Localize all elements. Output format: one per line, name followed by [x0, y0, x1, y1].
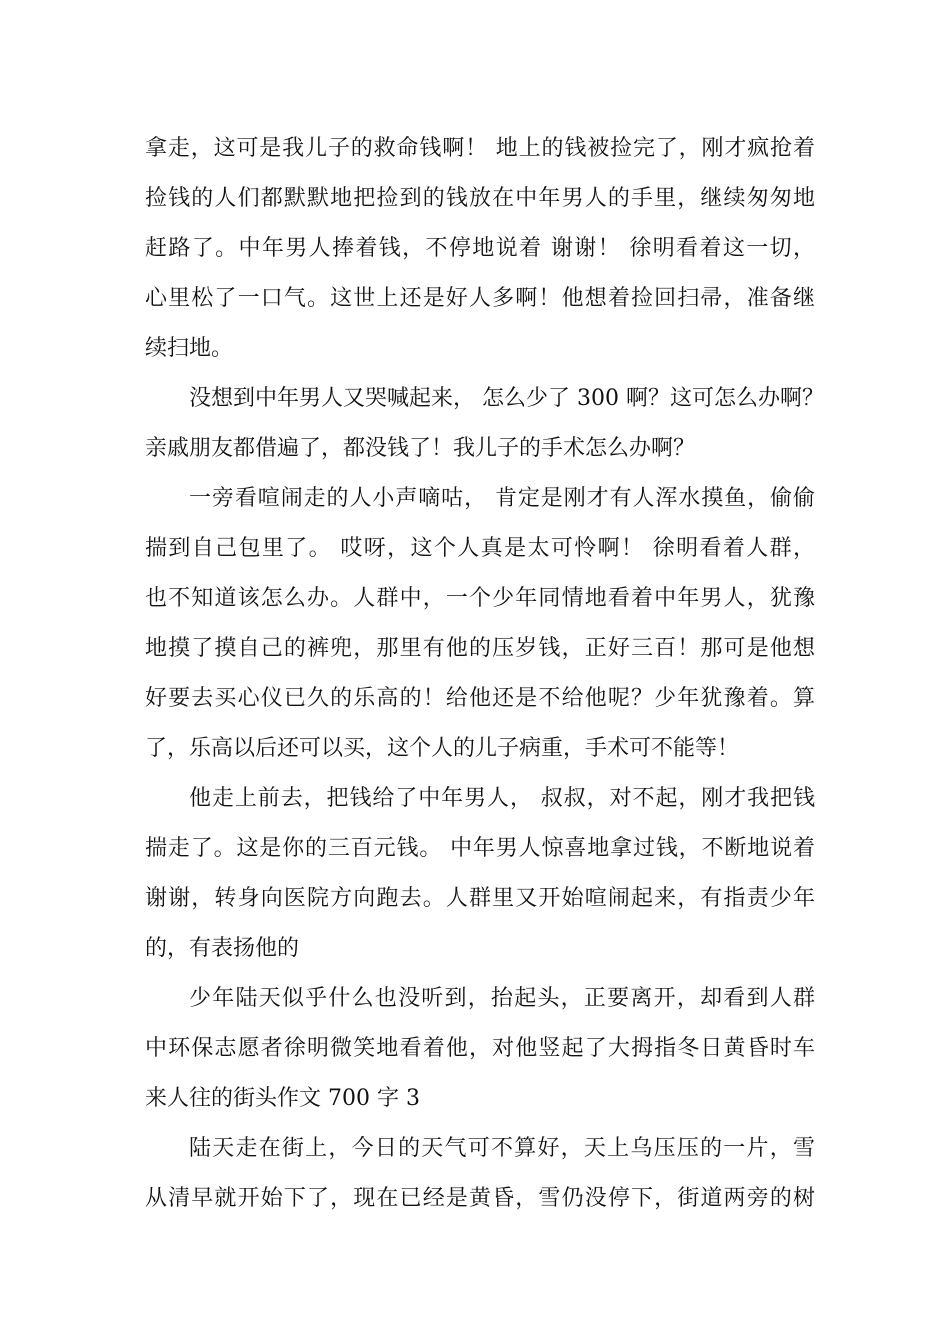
- text-line: 了，乐高以后还可以买，这个人的儿子病重，手术可不能等！: [145, 736, 740, 761]
- text-line: 赶路了。中年男人捧着钱，不停地说着 谢谢！ 徐明看着这一切，: [145, 236, 815, 261]
- text-line: 揣走了。这是你的三百元钱。 中年男人惊喜地拿过钱，不断地说着: [145, 836, 815, 861]
- text-line: 好要去买心仪已久的乐高的！给他还是不给他呢？少年犹豫着。算: [145, 686, 815, 711]
- text-line: 拿走，这可是我儿子的救命钱啊！ 地上的钱被捡完了，刚才疯抢着: [145, 136, 815, 161]
- text-line: 地摸了摸自己的裤兜，那里有他的压岁钱，正好三百！那可是他想: [145, 636, 815, 661]
- text-line: 的，有表扬他的: [145, 936, 300, 961]
- text-line: 少年陆天似乎什么也没听到，抬起头，正要离开，却看到人群: [189, 986, 815, 1011]
- text-line: 揣到自己包里了。 哎呀，这个人真是太可怜啊！ 徐明看着人群，: [145, 536, 815, 561]
- text-line: 亲戚朋友都借遍了，都没钱了！我儿子的手术怎么办啊？: [145, 436, 696, 461]
- text-line: 陆天走在街上，今日的天气可不算好，天上乌压压的一片，雪: [189, 1136, 815, 1161]
- text-line: 心里松了一口气。这世上还是好人多啊！他想着捡回扫帚，准备继: [145, 286, 815, 311]
- text-line: 也不知道该怎么办。人群中，一个少年同情地看着中年男人，犹豫: [145, 586, 815, 611]
- text-line: 谢谢，转身向医院方向跑去。人群里又开始喧闹起来，有指责少年: [145, 886, 815, 911]
- text-line: 捡钱的人们都默默地把捡到的钱放在中年男人的手里，继续匆匆地: [145, 186, 815, 211]
- text-line: 续扫地。: [145, 336, 234, 361]
- text-line: 来人往的街头作文 700 字 3: [145, 1086, 420, 1111]
- text-line: 从清早就开始下了，现在已经是黄昏，雪仍没停下，街道两旁的树: [145, 1186, 815, 1211]
- text-line: 他走上前去，把钱给了中年男人， 叔叔，对不起，刚才我把钱: [189, 786, 815, 811]
- text-line: 没想到中年男人又哭喊起来， 怎么少了 300 啊？这可怎么办啊？: [189, 386, 824, 411]
- text-line: 一旁看喧闹走的人小声嘀咕， 肯定是刚才有人浑水摸鱼，偷偷: [189, 486, 815, 511]
- text-line: 中环保志愿者徐明微笑地看着他，对他竖起了大拇指冬日黄昏时车: [145, 1036, 815, 1061]
- body-text: [145, 124, 824, 1224]
